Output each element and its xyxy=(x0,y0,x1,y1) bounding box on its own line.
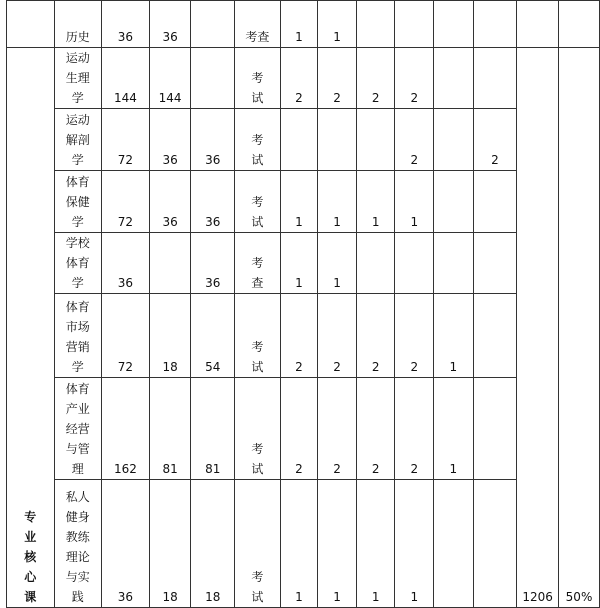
hours-practice xyxy=(191,48,235,109)
course-name xyxy=(54,294,102,378)
empty-total-cell xyxy=(517,1,559,48)
semester-hours-s5 xyxy=(434,480,474,608)
semester-hours-s2: 1 xyxy=(318,480,357,608)
semester-hours-s1: 1 xyxy=(280,233,318,294)
semester-hours-s2: 2 xyxy=(318,294,357,378)
hours-theory: 18 xyxy=(149,480,191,608)
semester-hours-s2: 2 xyxy=(318,48,357,109)
table-row xyxy=(7,480,600,608)
semester-hours-s6 xyxy=(473,378,517,480)
hours-ratio: 50% xyxy=(559,48,600,608)
hours-practice: 36 xyxy=(191,109,235,171)
table-row xyxy=(7,48,600,109)
hours-theory: 144 xyxy=(149,48,191,109)
assessment-type xyxy=(235,171,281,233)
hours-practice: 18 xyxy=(191,480,235,608)
total-hours: 1206 xyxy=(517,48,559,608)
semester-hours-s3: 1 xyxy=(356,480,395,608)
hours-total: 144 xyxy=(102,48,150,109)
assessment-type xyxy=(235,48,281,109)
semester-hours-s2: 2 xyxy=(318,378,357,480)
course-name-text: 学校 体育 学 xyxy=(65,236,90,290)
semester-hours-s5: 1 xyxy=(434,294,474,378)
hours-theory: 18 xyxy=(149,294,191,378)
curriculum-table xyxy=(6,0,600,608)
semester-hours-s2: 1 xyxy=(318,171,357,233)
hours-theory: 36 xyxy=(149,171,191,233)
semester-hours-s1: 1 xyxy=(280,480,318,608)
semester-hours-s5: 1 xyxy=(434,378,474,480)
semester-hours-s5 xyxy=(434,171,474,233)
semester-hours-s4: 2 xyxy=(395,48,434,109)
hours-theory: 36 xyxy=(149,109,191,171)
hours-theory: 36 xyxy=(149,1,191,48)
table-row xyxy=(7,1,600,48)
semester-hours-s2: 1 xyxy=(318,1,357,48)
course-name xyxy=(54,233,102,294)
table-row xyxy=(7,109,600,171)
assessment-type-text: 考 查 xyxy=(251,256,264,290)
hours-total: 162 xyxy=(102,378,150,480)
course-name-text: 历史 xyxy=(65,30,90,44)
semester-hours-s5 xyxy=(434,48,474,109)
semester-hours-s1 xyxy=(280,109,318,171)
assessment-type xyxy=(235,233,281,294)
course-name xyxy=(54,480,102,608)
assessment-type xyxy=(235,109,281,171)
semester-hours-s4: 1 xyxy=(395,171,434,233)
semester-hours-s2: 1 xyxy=(318,233,357,294)
empty-category-cell xyxy=(7,1,55,48)
semester-hours-s4 xyxy=(395,1,434,48)
table-row xyxy=(7,233,600,294)
course-name xyxy=(54,171,102,233)
semester-hours-s4: 1 xyxy=(395,480,434,608)
semester-hours-s4 xyxy=(395,233,434,294)
assessment-type-text: 考查 xyxy=(245,30,270,44)
semester-hours-s6 xyxy=(473,233,517,294)
assessment-type-text: 考 试 xyxy=(251,570,264,604)
course-name xyxy=(54,109,102,171)
hours-total: 72 xyxy=(102,294,150,378)
hours-total: 36 xyxy=(102,233,150,294)
semester-hours-s4: 2 xyxy=(395,378,434,480)
course-name-text: 体育 产业 经营 与管 理 xyxy=(65,382,90,476)
hours-total: 72 xyxy=(102,109,150,171)
hours-practice: 36 xyxy=(191,233,235,294)
hours-total: 36 xyxy=(102,480,150,608)
hours-total: 72 xyxy=(102,171,150,233)
semester-hours-s1: 2 xyxy=(280,378,318,480)
course-name-text: 运动 解剖 学 xyxy=(65,113,90,167)
semester-hours-s5 xyxy=(434,109,474,171)
table-row xyxy=(7,378,600,480)
course-name xyxy=(54,1,102,48)
empty-ratio-cell xyxy=(559,1,600,48)
semester-hours-s3 xyxy=(356,233,395,294)
semester-hours-s4: 2 xyxy=(395,294,434,378)
semester-hours-s6 xyxy=(473,294,517,378)
semester-hours-s1: 2 xyxy=(280,48,318,109)
semester-hours-s3: 2 xyxy=(356,48,395,109)
assessment-type xyxy=(235,1,281,48)
assessment-type xyxy=(235,294,281,378)
hours-practice: 81 xyxy=(191,378,235,480)
semester-hours-s3 xyxy=(356,109,395,171)
table-row xyxy=(7,171,600,233)
semester-hours-s3: 2 xyxy=(356,294,395,378)
semester-hours-s6 xyxy=(473,480,517,608)
semester-hours-s5 xyxy=(434,1,474,48)
hours-total: 36 xyxy=(102,1,150,48)
semester-hours-s6: 2 xyxy=(473,109,517,171)
course-category-label: 专 业 核 心 课 xyxy=(24,510,37,604)
assessment-type-text: 考 试 xyxy=(251,71,264,105)
semester-hours-s3: 2 xyxy=(356,378,395,480)
semester-hours-s1: 1 xyxy=(280,171,318,233)
hours-theory: 81 xyxy=(149,378,191,480)
course-name-text: 运动 生理 学 xyxy=(65,51,90,105)
assessment-type-text: 考 试 xyxy=(251,442,264,476)
hours-practice: 54 xyxy=(191,294,235,378)
semester-hours-s4: 2 xyxy=(395,109,434,171)
table-row xyxy=(7,294,600,378)
semester-hours-s3: 1 xyxy=(356,171,395,233)
semester-hours-s6 xyxy=(473,48,517,109)
assessment-type xyxy=(235,378,281,480)
course-name-text: 私人 健身 教练 理论 与实 践 xyxy=(65,490,90,604)
course-name xyxy=(54,48,102,109)
course-name-text: 体育 市场 营销 学 xyxy=(65,300,90,374)
semester-hours-s1: 1 xyxy=(280,1,318,48)
semester-hours-s2 xyxy=(318,109,357,171)
semester-hours-s5 xyxy=(434,233,474,294)
semester-hours-s1: 2 xyxy=(280,294,318,378)
hours-theory xyxy=(149,233,191,294)
course-name-text: 体育 保健 学 xyxy=(65,175,90,229)
assessment-type-text: 考 试 xyxy=(251,133,264,167)
assessment-type-text: 考 试 xyxy=(251,340,264,374)
semester-hours-s3 xyxy=(356,1,395,48)
semester-hours-s6 xyxy=(473,171,517,233)
course-category xyxy=(7,48,55,608)
hours-practice xyxy=(191,1,235,48)
course-name xyxy=(54,378,102,480)
assessment-type-text: 考 试 xyxy=(251,195,264,229)
assessment-type xyxy=(235,480,281,608)
semester-hours-s6 xyxy=(473,1,517,48)
hours-practice: 36 xyxy=(191,171,235,233)
